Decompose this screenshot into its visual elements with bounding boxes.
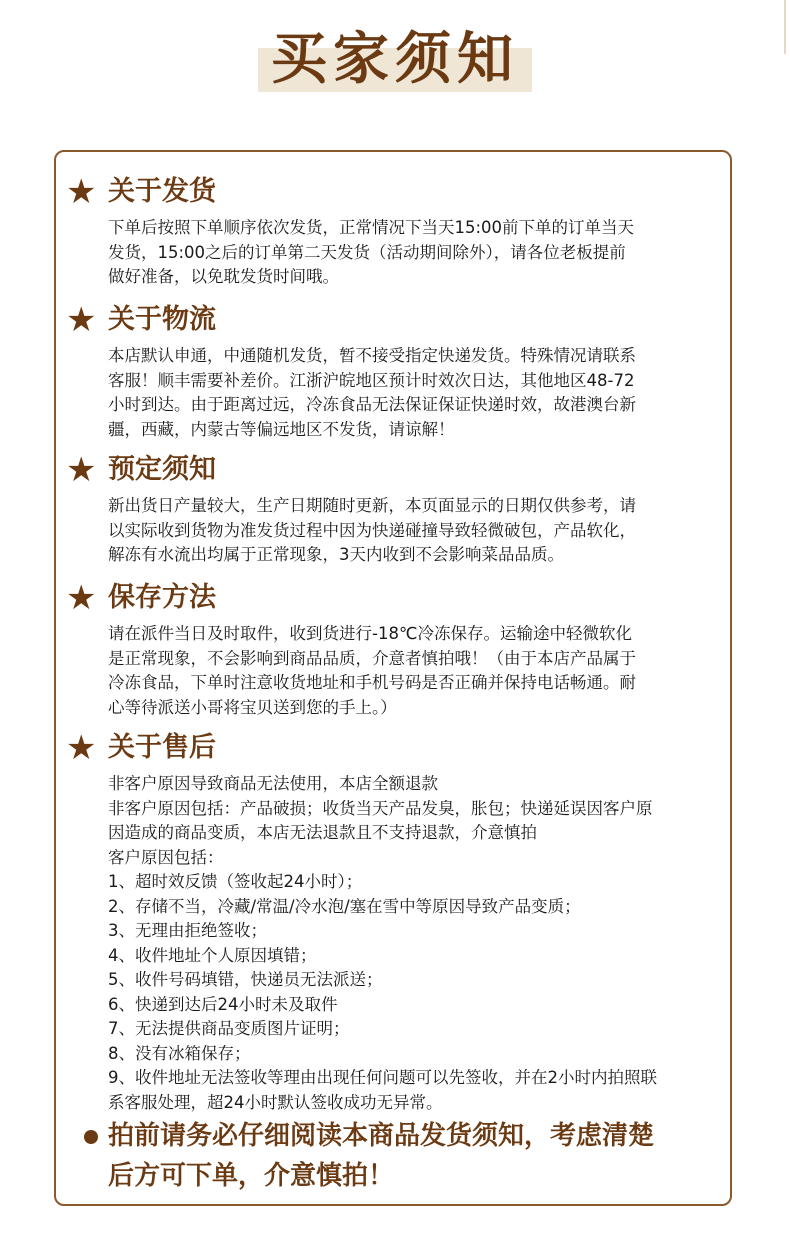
list-item: 4、收件地址个人原因填错； [108, 945, 317, 965]
section-shipping [56, 172, 730, 290]
section-line: 下单后按照下单顺序依次发货，正常情况下当天15:00前下单的订单当天 [108, 218, 635, 237]
footer-text [108, 1116, 728, 1196]
section-line: 请在派件当日及时取件，收到货进行-18℃冷冻保存。运输途中轻微软化 [108, 624, 632, 643]
section-line: 是正常现象，不会影响到商品品质，介意者慎拍哦！（由于本店产品属于 [108, 648, 636, 668]
section-line: 客服！顺丰需要补差价。江浙沪皖地区预计时效次日达，其他地区48-72 [108, 370, 635, 390]
section-header [56, 300, 730, 340]
section-title: 关于发货 [108, 176, 216, 207]
section-line: 心等待派送小哥将宝贝送到您的手上。） [108, 697, 397, 717]
section-title: 关于售后 [108, 732, 216, 763]
section-line: 疆，西藏，内蒙古等偏远地区不发货，请谅解！ [108, 419, 455, 439]
section-header [56, 578, 730, 618]
section-title: 预定须知 [108, 454, 216, 485]
section-line: 因造成的商品变质，本店无法退款且不支持退款，介意慎拍 [108, 823, 537, 842]
list-item: 9、收件地址无法签收等理由出现任何问题可以先签收，并在2小时内拍照联 [108, 1068, 657, 1087]
section-line: 小时到达。由于距离过远，冷冻食品无法保证保证快递时效，故港澳台新 [108, 395, 636, 414]
list-item: 8、没有冰箱保存； [108, 1043, 251, 1063]
section-line: 非客户原因包括：产品破损；收货当天产品发臭，胀包；快递延误因客户原 [108, 798, 653, 818]
section-logistics [56, 300, 730, 442]
section-body [108, 622, 708, 720]
section-title: 关于物流 [108, 304, 216, 335]
section-line: 本店默认申通，中通随机发货，暂不接受指定快递发货。特殊情况请联系 [108, 346, 636, 365]
section-header [56, 728, 730, 768]
section-title: 保存方法 [108, 582, 216, 613]
section-line: 冷冻食品，下单时注意收货地址和手机号码是否正确并保持电话畅通。耐 [108, 673, 636, 692]
section-body [108, 344, 708, 442]
section-line: 做好准备，以免耽发货时间哦。 [108, 267, 339, 286]
section-body [108, 772, 708, 1115]
star-icon: ★ [66, 300, 97, 340]
star-icon: ★ [66, 728, 97, 768]
section-reservation [56, 450, 730, 568]
list-item: 7、无法提供商品变质图片证明； [108, 1019, 350, 1038]
header [0, 24, 790, 96]
section-storage [56, 578, 730, 720]
section-header [56, 172, 730, 212]
section-line: 非客户原因导致商品无法使用，本店全额退款 [108, 774, 438, 793]
list-item: 3、无理由拒绝签收； [108, 921, 267, 940]
section-header [56, 450, 730, 490]
section-line: 以实际收到货物为准发货过程中因为快递碰撞导致轻微破包，产品软化， [108, 520, 636, 540]
section-body [108, 494, 708, 568]
bullet-dot-icon [84, 1130, 98, 1144]
section-line: 客户原因包括： [108, 847, 224, 867]
footer-line: 后方可下单，介意慎拍！ [108, 1161, 395, 1191]
list-item: 5、收件号码填错，快递员无法派送； [108, 970, 383, 989]
notice-card [54, 150, 732, 1206]
star-icon: ★ [66, 172, 97, 212]
page-title: 买家须知 [271, 27, 519, 92]
list-item: 2、存储不当，冷藏/常温/冷水泡/塞在雪中等原因导致产品变质； [108, 896, 581, 916]
section-body [108, 216, 708, 290]
star-icon: ★ [66, 450, 97, 490]
star-icon: ★ [66, 578, 97, 618]
section-line: 解冻有水流出均属于正常现象，3天内收到不会影响菜品品质。 [108, 545, 564, 564]
list-item: 6、快递到达后24小时未及取件 [108, 994, 338, 1014]
section-line: 发货，15:00之后的订单第二天发货（活动期间除外），请各位老板提前 [108, 242, 626, 262]
section-after-sales [56, 728, 730, 1115]
footer-line: 拍前请务必仔细阅读本商品发货须知，考虑清楚 [108, 1121, 655, 1151]
list-item: 1、超时效反馈（签收起24小时）； [108, 872, 363, 891]
section-line: 新出货日产量较大，生产日期随时更新，本页面显示的日期仅供参考，请 [108, 496, 636, 515]
list-item: 系客服处理，超24小时默认签收成功无异常。 [108, 1092, 443, 1112]
